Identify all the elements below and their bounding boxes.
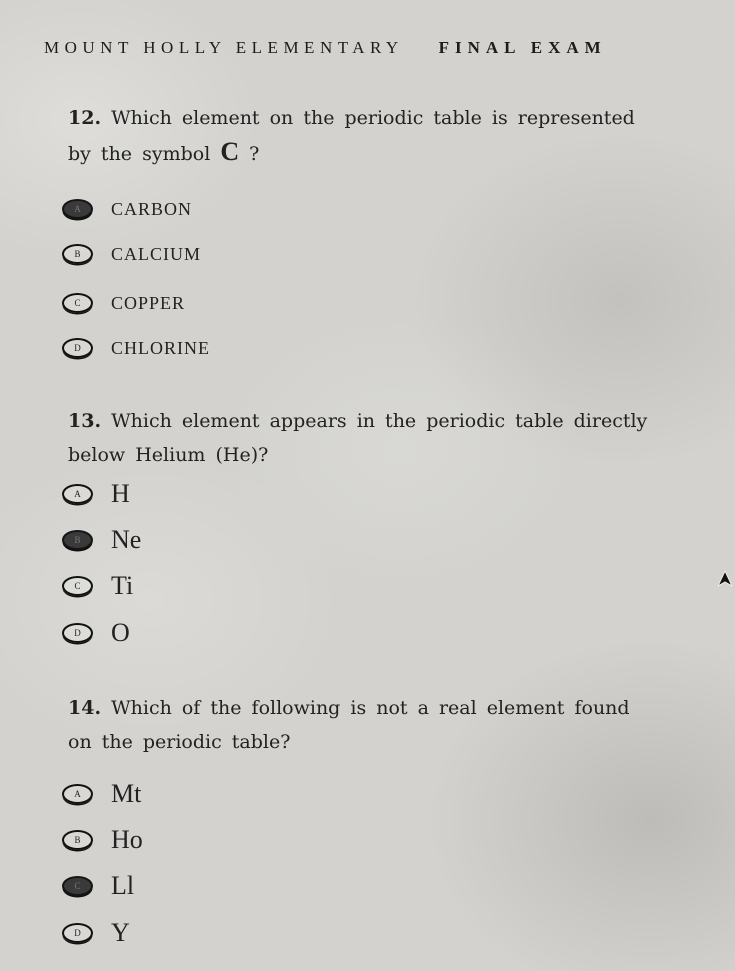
question-number: 13. xyxy=(68,410,102,432)
answer-bubble[interactable]: D xyxy=(62,623,93,643)
option-label: Mt xyxy=(111,779,142,808)
exam-title: FINAL EXAM xyxy=(438,38,607,57)
question-text-line1: Which of the following is not a real element found xyxy=(111,697,630,719)
q12-option-c[interactable] xyxy=(62,288,185,318)
option-label: H xyxy=(111,479,130,508)
question-text-line2: on the periodic table? xyxy=(68,731,291,753)
q13-option-b[interactable] xyxy=(62,525,141,555)
question-12 xyxy=(68,101,658,171)
option-label: Y xyxy=(111,918,130,947)
option-label: O xyxy=(111,618,130,647)
mouse-cursor-icon xyxy=(718,571,732,587)
q12-option-a[interactable] xyxy=(62,194,192,224)
question-mark: ? xyxy=(249,143,260,165)
answer-bubble[interactable]: A xyxy=(62,784,93,804)
q13-option-d[interactable] xyxy=(62,618,130,648)
option-label: Ho xyxy=(111,825,143,854)
q14-option-d[interactable] xyxy=(62,918,130,948)
answer-bubble[interactable]: C xyxy=(62,293,93,313)
answer-bubble[interactable]: B xyxy=(62,244,93,264)
q14-option-c[interactable] xyxy=(62,871,134,901)
exam-header xyxy=(44,38,607,58)
option-label: CHLORINE xyxy=(111,337,210,358)
option-label: Ti xyxy=(111,571,134,600)
answer-bubble-filled[interactable]: C xyxy=(62,876,93,896)
question-text-line2: by the symbol xyxy=(68,143,211,165)
answer-bubble-filled[interactable]: A xyxy=(62,199,93,219)
question-text-line2: below Helium (He)? xyxy=(68,444,269,466)
q13-option-c[interactable] xyxy=(62,571,133,601)
question-text-line1: Which element appears in the periodic table directly xyxy=(111,410,648,432)
school-name: MOUNT HOLLY ELEMENTARY xyxy=(44,38,404,57)
answer-bubble-filled[interactable]: B xyxy=(62,530,93,550)
answer-bubble[interactable]: D xyxy=(62,923,93,943)
answer-bubble[interactable]: D xyxy=(62,338,93,358)
question-13 xyxy=(68,404,658,472)
option-label: CARBON xyxy=(111,198,193,219)
question-14 xyxy=(68,691,658,759)
q14-option-a[interactable] xyxy=(62,779,141,809)
q14-option-b[interactable] xyxy=(62,825,143,855)
q12-option-b[interactable] xyxy=(62,239,201,269)
answer-bubble[interactable]: B xyxy=(62,830,93,850)
q13-option-a[interactable] xyxy=(62,479,130,509)
question-number: 12. xyxy=(68,107,102,129)
option-label: Ll xyxy=(111,871,135,900)
option-label: CALCIUM xyxy=(111,243,202,264)
element-symbol: C xyxy=(220,137,240,166)
option-label: Ne xyxy=(111,525,142,554)
option-label: COPPER xyxy=(111,292,186,313)
question-number: 14. xyxy=(68,697,102,719)
question-text-line1: Which element on the periodic table is represented xyxy=(111,107,635,129)
q12-option-d[interactable] xyxy=(62,333,210,363)
answer-bubble[interactable]: C xyxy=(62,576,93,596)
answer-bubble[interactable]: A xyxy=(62,484,93,504)
